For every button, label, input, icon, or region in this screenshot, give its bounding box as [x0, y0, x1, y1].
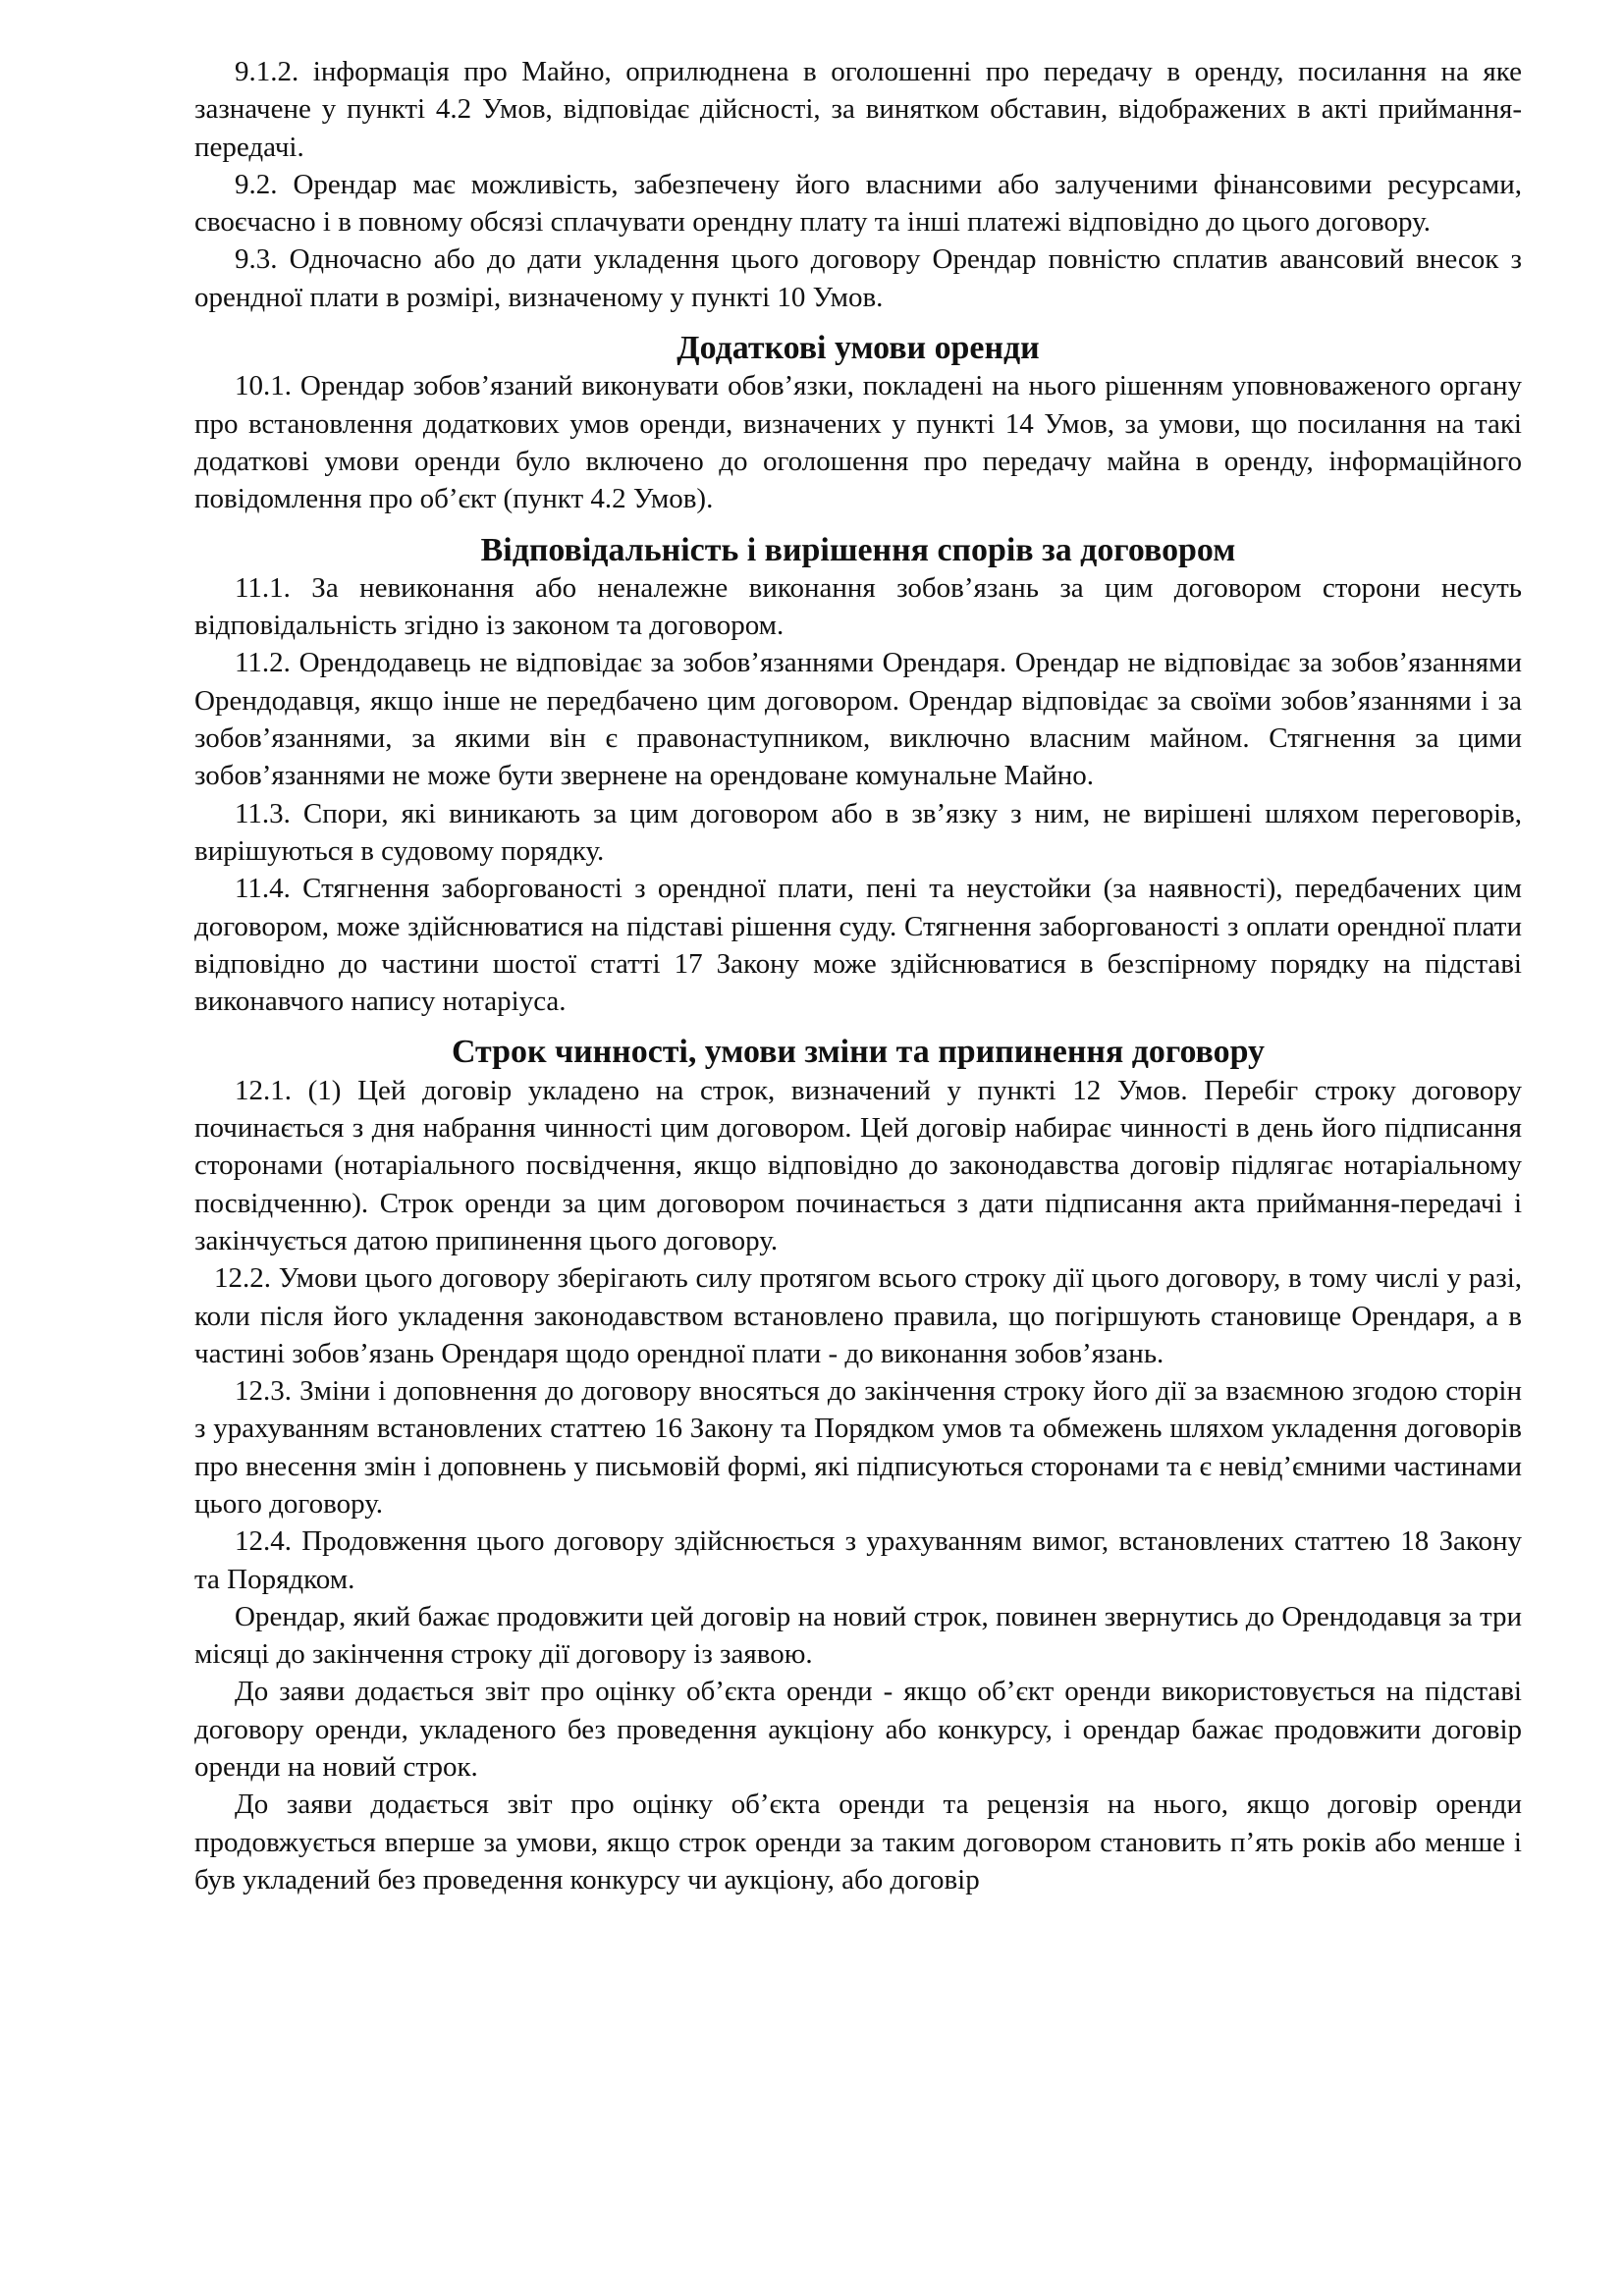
paragraph-9-2: 9.2. Орендар має можливість, забезпечену його власними або залученими фінансовими ресурсами, своєчасно і в повному обсязі сплачувати орендну плату та інші платежі відповідно до цього договору. [194, 168, 1522, 239]
paragraph-12-3: 12.3. Зміни і доповнення до договору вносяться до закінчення строку його дії за взаємною згодою сторін з урахуванням встановлених статтею 16 Закону та Порядком умов та обмежень шляхом укладення договорів про внесення змін і доповнень у письмовій формі, які підписуються сторонами та є невід’ємними частинами цього договору. [194, 1375, 1522, 1520]
section-heading-additional-terms: Додаткові умови оренди [677, 330, 1040, 367]
paragraph-11-3: 11.3. Спори, які виникають за цим договором або в зв’язку з ним, не вирішені шляхом переговорів, вирішуються в судовому порядку. [194, 797, 1522, 867]
paragraph-9-1-2: 9.1.2. інформація про Майно, оприлюднена в оголошенні про передачу в оренду, посилання на яке зазначене у пункті 4.2 Умов, відповідає дійсності, за винятком обставин, відображених в акті приймання-передачі. [194, 56, 1522, 163]
paragraph-renewal-request: Орендар, який бажає продовжити цей договір на новий строк, повинен звернутись до Орендодавця за три місяці до закінчення строку дії договору із заявою. [194, 1600, 1522, 1671]
paragraph-11-2: 11.2. Орендодавець не відповідає за зобов’язаннями Орендаря. Орендар не відповідає за зобов’язаннями Орендодавця, якщо інше не передбачено цим договором. Орендар відповідає за своїми зобов’язаннями і за зобов’язаннями, за якими він є правонаступником, виключно власним майном. Стягнення за цими зобов’язаннями не може бути звернене на орендоване комунальне Майно. [194, 647, 1522, 792]
paragraph-12-1: 12.1. (1) Цей договір укладено на строк, визначений у пункті 12 Умов. Перебіг строку договору починається з дня набрання чинності цим договором. Цей договір набирає чинності в день його підписання сторонами (нотаріального посвідчення, якщо відповідно до законодавства договір підлягає нотаріальному посвідченню). Строк оренди за цим договором починається з дати підписання акта приймання-передачі і закінчується датою припинення цього договору. [194, 1074, 1522, 1256]
paragraph-9-3: 9.3. Одночасно або до дати укладення цього договору Орендар повністю сплатив авансовий внесок з орендної плати в розмірі, визначеному у пункті 10 Умов. [194, 243, 1522, 313]
section-heading-term-validity: Строк чинності, умови зміни та припинення договору [451, 1034, 1265, 1071]
paragraph-11-4: 11.4. Стягнення заборгованості з орендної плати, пені та неустойки (за наявності), передбачених цим договором, може здійснюватися на підставі рішення суду. Стягнення заборгованості з оплати орендної плати відповідно до частини шостої статті 17 Закону може здійснюватися в безспірному порядку на підставі виконавчого напису нотаріуса. [194, 873, 1522, 1018]
paragraph-valuation-report: До заяви додається звіт про оцінку об’єкта оренди - якщо об’єкт оренди використовується на підставі договору оренди, укладеного без проведення аукціону або конкурсу, і орендар бажає продовжити договір оренди на новий строк. [194, 1676, 1522, 1784]
paragraph-12-4: 12.4. Продовження цього договору здійснюється з урахуванням вимог, встановлених статтею 18 Закону та Порядком. [194, 1525, 1522, 1595]
paragraph-12-2: 12.2. Умови цього договору зберігають силу протягом всього строку дії цього договору, в тому числі у разі, коли після його укладення законодавством встановлено правила, що погіршують становище Орендаря, а в частині зобов’язань Орендаря щодо орендної плати - до виконання зобов’язань. [194, 1262, 1522, 1369]
paragraph-11-1: 11.1. За невиконання або неналежне виконання зобов’язань за цим договором сторони несуть відповідальність згідно із законом та договором. [194, 571, 1522, 642]
document-page [194, 53, 1522, 1898]
section-heading-liability-disputes: Відповідальність і вирішення спорів за договором [480, 531, 1236, 568]
paragraph-10-1: 10.1. Орендар зобов’язаний виконувати обов’язки, покладені на нього рішенням уповноваженого органу про встановлення додаткових умов оренди, визначених у пункті 14 Умов, за умови, що посилання на такі додаткові умови оренди було включено до оголошення про передачу майна в оренду, інформаційного повідомлення про об’єкт (пункт 4.2 Умов). [194, 370, 1522, 515]
paragraph-valuation-review: До заяви додається звіт про оцінку об’єкта оренди та рецензія на нього, якщо договір оренди продовжується вперше за умови, якщо строк оренди за таким договором становить п’ять років або менше і був укладений без проведення конкурсу чи аукціону, або договір [194, 1789, 1522, 1896]
